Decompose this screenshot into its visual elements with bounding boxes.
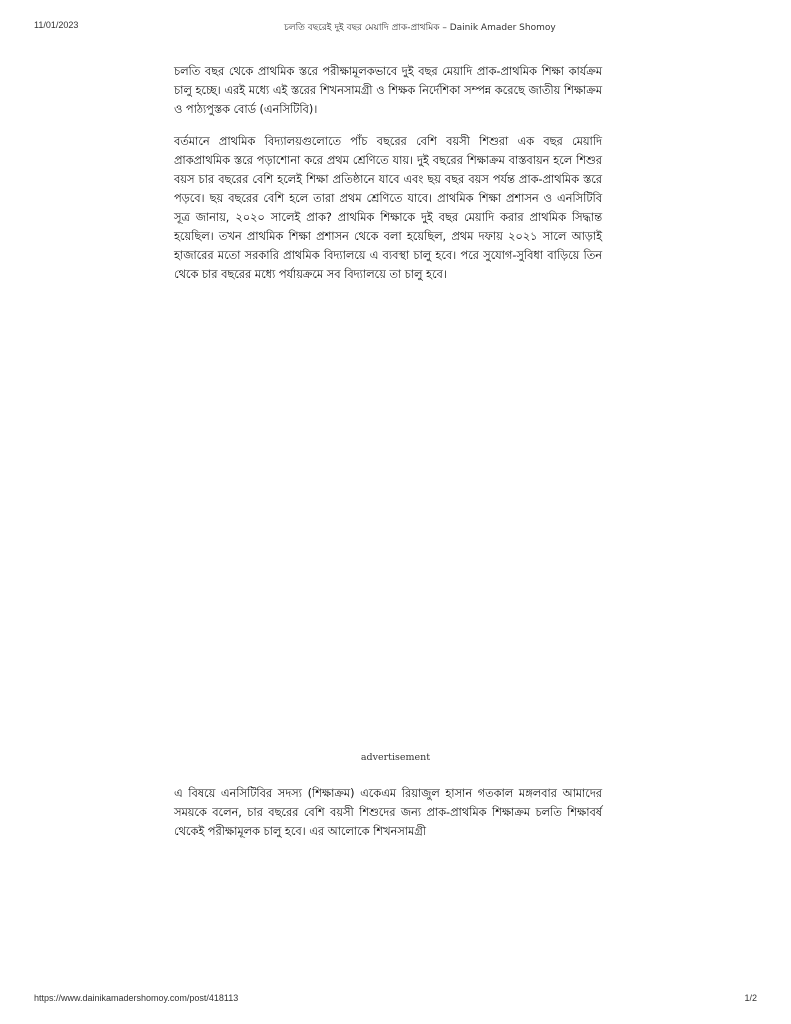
- article-paragraph: চলতি বছর থেকে প্রাথমিক স্তরে পরীক্ষামূলকভাবে দুই বছর মেয়াদি প্রাক-প্রাথমিক শিক্ষা কার্যক্রম চালু হচ্ছে। এরই মধ্যে এই স্তরের শিখনসামগ্রী ও শিক্ষক নির্দেশিকা সম্পন্ন করেছে জাতীয় শিক্ষাক্রম ও পাঠ্যপুস্তক বোর্ড (এনসিটিবি)।: [174, 65, 602, 116]
- article-body: [174, 62, 602, 284]
- article-body-continued: [174, 784, 602, 841]
- print-date: 11/01/2023: [34, 20, 79, 30]
- advertisement-label: advertisement: [360, 752, 431, 763]
- page-number: 1/2: [744, 993, 757, 1003]
- page-title: চলতি বছরেই দুই বছর মেয়াদি প্রাক-প্রাথমিক – Dainik Amader Shomoy: [284, 23, 556, 33]
- page-url[interactable]: https://www.dainikamadershomoy.com/post/418113: [34, 993, 239, 1003]
- article-paragraph: এ বিষয়ে এনসিটিবির সদস্য (শিক্ষাক্রম) একেএম রিয়াজুল হাসান গতকাল মঙ্গলবার আমাদের সময়কে বলেন, চার বছরের বেশি বয়সী শিশুদের জন্য প্রাক-প্রাথমিক শিক্ষাক্রম চলতি শিক্ষাবর্ষ থেকেই পরীক্ষামূলক চালু হবে। এর আলোকে শিখনসামগ্রী: [174, 787, 602, 838]
- article-paragraph: বর্তমানে প্রাথমিক বিদ্যালয়গুলোতে পাঁচ বছরের বেশি বয়সী শিশুরা এক বছর মেয়াদি প্রাকপ্রাথমিক স্তরে পড়াশোনা করে প্রথম শ্রেণিতে যায়। দুই বছরের শিক্ষাক্রম বাস্তবায়ন হলে শিশুর বয়স চার বছরের বেশি হলেই শিক্ষা প্রতিষ্ঠানে যাবে এবং ছয় বছর বয়স পর্যন্ত প্রাক-প্রাথমিক স্তরে পড়বে। ছয় বছরের বেশি হলে তারা প্রথম শ্রেণিতে যাবে। প্রাথমিক শিক্ষা প্রশাসন ও এনসিটিবি সূত্র জানায়, ২০২০ সালেই প্রাক? প্রাথমিক শিক্ষাকে দুই বছর মেয়াদি করার প্রাথমিক সিদ্ধান্ত হয়েছিল। তখন প্রাথমিক শিক্ষা প্রশাসন থেকে বলা হয়েছিল, প্রথম দফায় ২০২১ সালে আড়াই হাজারের মতো সরকারি প্রাথমিক বিদ্যালয়ে এ ব্যবস্থা চালু হবে। পরে সুযোগ-সুবিধা বাড়িয়ে তিন থেকে চার বছরের মধ্যে পর্যায়ক্রমে সব বিদ্যালয়ে তা চালু হবে।: [174, 135, 602, 281]
